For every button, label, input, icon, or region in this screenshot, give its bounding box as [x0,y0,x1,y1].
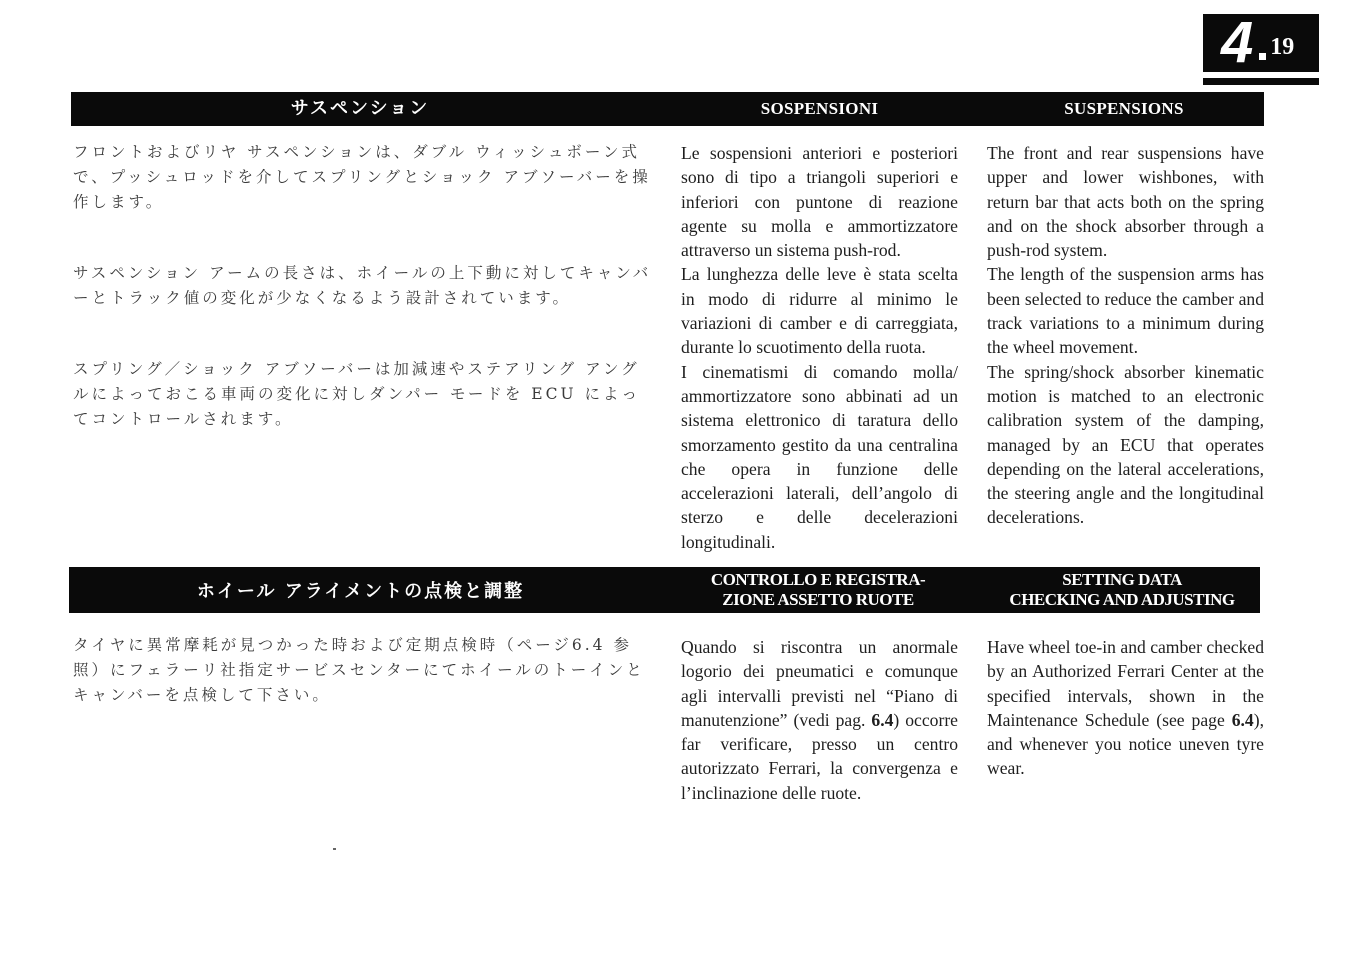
italian-paragraph: I cinematismi di comando molla/ ammortizzatore sono abbinati ad un sistema elettronico di taratura dello smorzamento gestito da una centralina che opera in funzione delle accelerazioni laterali, dell’angolo di sterzo e delle decelerazioni longitudinali. [681,361,958,552]
chapter-dot [1259,53,1266,60]
english-text-before-ref: Have wheel toe-in and camber checked by an Authorized Ferrari Center at the specified intervals, shown in the Maintenance Schedule (see page [987,637,1264,730]
japanese-column-alignment [73,633,653,708]
italian-text-after-ref: ) occorre far verificare, presso un centro autorizzato Ferrari, la convergenza e l’inclinazione delle ruote. [681,709,958,803]
english-column-suspensions [987,141,1264,530]
japanese-paragraph: フロントおよびリヤ サスペンションは、ダブル ウィッシュボーン式で、プッシュロッドを介してスプリングとショック アブソーバーを操作します。 [73,143,651,211]
heading-italian-alignment [672,569,964,611]
italian-paragraph: La lunghezza delle leve è stata scelta in modo di ridurre al minimo le variazioni di camber e di carreggiata, durante lo scuotimento della ruota. [681,264,958,358]
scan-speck [333,848,336,850]
english-column-alignment [987,635,1264,781]
badge-underline [1203,78,1319,85]
italian-text-before-ref: Quando si riscontra un anormale logorio dei pneumatici e comunque agli intervalli previsti nel “Piano di manutenzione” (vedi pag. [681,637,958,730]
japanese-paragraph: サスペンション アームの長さは、ホイールの上下動に対してキャンバーとトラック値の変化が少なくなるよう設計されています。 [73,264,652,307]
japanese-paragraph: タイヤに異常摩耗が見つかった時および定期点検時（ページ6.4 参照）にフェラーリ社指定サービスセンターにてホイールのトーインとキャンバーを点検して下さい。 [73,636,645,704]
heading-japanese-suspensions: サスペンション [290,98,430,119]
heading-italian-alignment-line2: ZIONE ASSETTO RUOTE [722,590,914,609]
heading-italian-suspensions: SOSPENSIONI [760,99,879,118]
chapter-page-badge [1203,10,1319,75]
japanese-paragraph: スプリング／ショック アブソーバーは加減速やステアリング アングルによっておこる車両の変化に対しダンパー モードを ECU によってコントロールされます。 [73,360,640,428]
heading-english-alignment-line2: CHECKING AND ADJUSTING [1009,590,1235,609]
english-paragraph: The length of the suspension arms has been selected to reduce the camber and track variations to a minimum during the wheel movement. [987,264,1264,358]
page-reference: 6.4 [871,709,894,730]
japanese-column-suspensions [73,140,653,432]
page-number: 19 [1270,33,1295,60]
heading-english-suspensions: SUSPENSIONS [1064,99,1184,118]
english-paragraph: The front and rear suspensions have upper and lower wishbones, with return bar that acts both on the spring and on the shock absorber through a push-rod system. [987,143,1264,261]
italian-column-suspensions [681,141,958,554]
heading-english-alignment-line1: SETTING DATA [1062,570,1182,589]
italian-column-alignment [681,635,958,805]
english-paragraph: The spring/shock absorber kinematic motion is matched to an electronic calibration system of the damping, managed by an ECU that operates depending on the lateral accelerations, the steering angle and the longitudinal decelerations. [987,361,1264,528]
page-reference: 6.4 [1231,709,1254,730]
heading-english-alignment [980,569,1264,611]
heading-japanese-alignment: ホイール アライメントの点検と調整 [196,581,525,602]
english-text-after-ref: ), and whenever you notice uneven tyre wear. [987,709,1264,779]
english-paragraph [987,635,1264,781]
italian-paragraph: Le sospensioni anteriori e posteriori sono di tipo a triangoli superiori e inferiori con puntone di reazione agente su molla e ammortizzatore attraverso un sistema push-rod. [681,143,958,261]
italian-paragraph [681,635,958,805]
heading-italian-alignment-line1: CONTROLLO E REGISTRA- [710,570,926,589]
chapter-number: 4 [1221,10,1254,75]
